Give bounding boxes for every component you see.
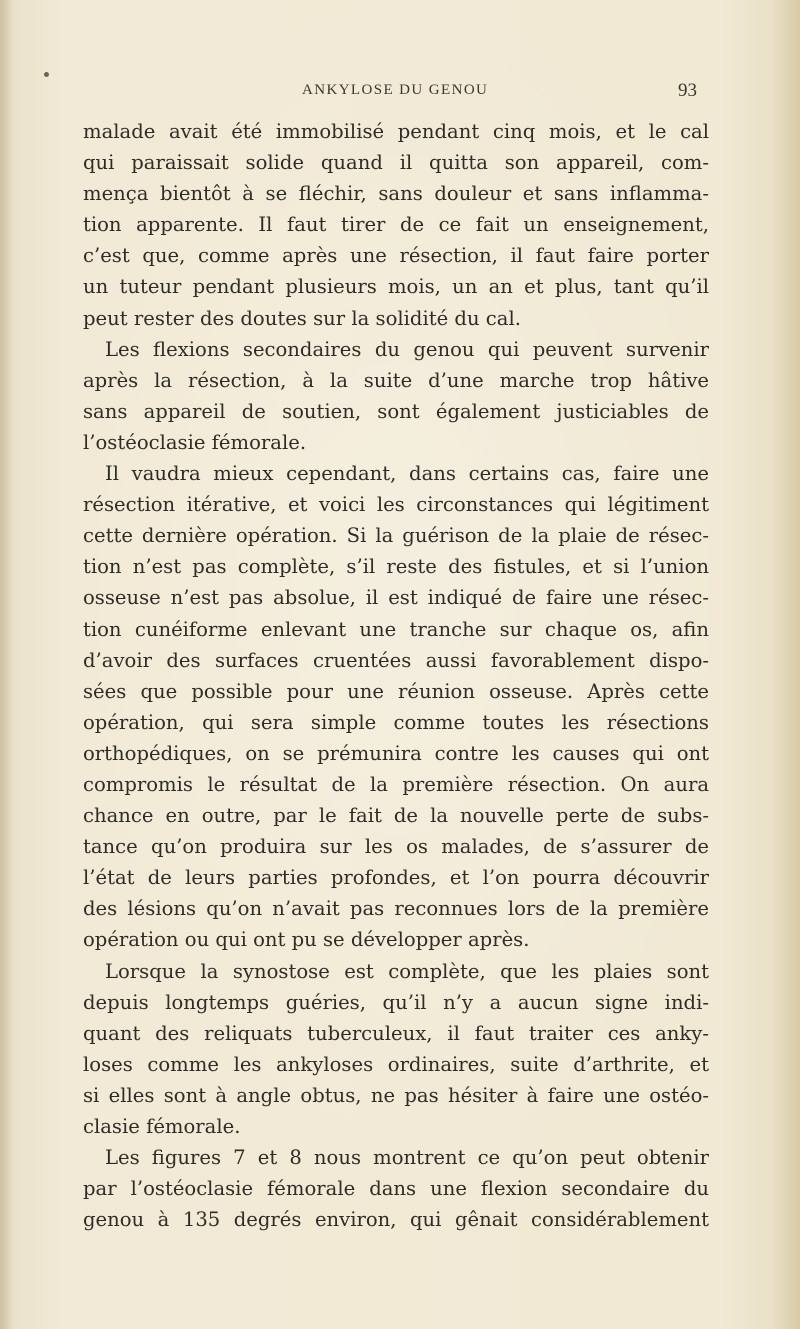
paragraph-start-line: Les figures 7 et 8 nous montrent ce qu’on peut obtenir (105, 1146, 709, 1170)
text-line: opération, qui sera simple comme toutes les résections (83, 710, 709, 734)
text-line: qui paraissait solide quand il quitta son appareil, com- (83, 151, 709, 175)
page-edge-shadow (772, 0, 800, 1329)
text-line: opération ou qui ont pu se développer après. (83, 928, 530, 952)
page-number: 93 (678, 80, 697, 101)
ink-speck (44, 72, 49, 77)
page-header (0, 82, 800, 106)
text-line: tion n’est pas complète, s’il reste des fistules, et si l’union (83, 555, 709, 579)
text-line: sées que possible pour une réunion osseuse. Après cette (83, 679, 709, 703)
text-line: des lésions qu’on n’avait pas reconnues lors de la première (83, 897, 709, 921)
text-line: tance qu’on produira sur les os malades, de s’assurer de (83, 835, 709, 859)
body-text (83, 116, 709, 1235)
text-line: c’est que, comme après une résection, il faut faire porter (83, 244, 709, 268)
page-gutter-shadow (0, 0, 14, 1329)
text-line: sans appareil de soutien, sont également justiciables de (83, 399, 709, 423)
text-line: par l’ostéoclasie fémorale dans une flexion secondaire du (83, 1177, 709, 1201)
text-line: mença bientôt à se fléchir, sans douleur et sans inflamma- (83, 182, 709, 206)
text-line: après la résection, à la suite d’une marche trop hâtive (83, 368, 709, 392)
text-line: malade avait été immobilisé pendant cinq mois, et le cal (83, 120, 709, 143)
text-line: un tuteur pendant plusieurs mois, un an et plus, tant qu’il (83, 275, 709, 299)
text-line: l’état de leurs parties profondes, et l’on pourra découvrir (83, 866, 709, 890)
text-line: genou à 135 degrés environ, qui gênait considérablement (83, 1208, 709, 1232)
text-line: cette dernière opération. Si la guérison de la plaie de résec- (83, 524, 709, 548)
text-line: compromis le résultat de la première résection. On aura (83, 772, 709, 796)
text-line: osseuse n’est pas absolue, il est indiqué de faire une résec- (83, 586, 709, 610)
text-line: orthopédiques, on se prémunira contre les causes qui ont (83, 741, 709, 765)
paragraph-start-line: Il vaudra mieux cependant, dans certains cas, faire une (105, 462, 709, 486)
text-line: tion cunéiforme enlevant une tranche sur chaque os, afin (83, 617, 709, 641)
text-line: loses comme les ankyloses ordinaires, suite d’arthrite, et (83, 1052, 709, 1076)
text-line: depuis longtemps guéries, qu’il n’y a aucun signe indi- (83, 990, 709, 1014)
text-line: peut rester des doutes sur la solidité du cal. (83, 306, 521, 330)
paragraph-start-line: Les flexions secondaires du genou qui peuvent survenir (105, 337, 709, 361)
text-line: l’ostéoclasie fémorale. (83, 430, 307, 454)
text-line: si elles sont à angle obtus, ne pas hésiter à faire une ostéo- (83, 1083, 709, 1107)
running-head: ANKYLOSE DU GENOU (302, 82, 489, 98)
text-line: quant des reliquats tuberculeux, il faut traiter ces anky- (83, 1021, 709, 1045)
text-line: chance en outre, par le fait de la nouvelle perte de subs- (83, 804, 709, 828)
paragraph-start-line: Lorsque la synostose est complète, que les plaies sont (105, 959, 709, 983)
text-line: résection itérative, et voici les circonstances qui légitiment (83, 493, 709, 517)
text-line: clasie fémorale. (83, 1115, 241, 1138)
text-line: d’avoir des surfaces cruentées aussi favorablement dispo- (83, 648, 709, 672)
text-line: tion apparente. Il faut tirer de ce fait un enseignement, (83, 213, 709, 237)
